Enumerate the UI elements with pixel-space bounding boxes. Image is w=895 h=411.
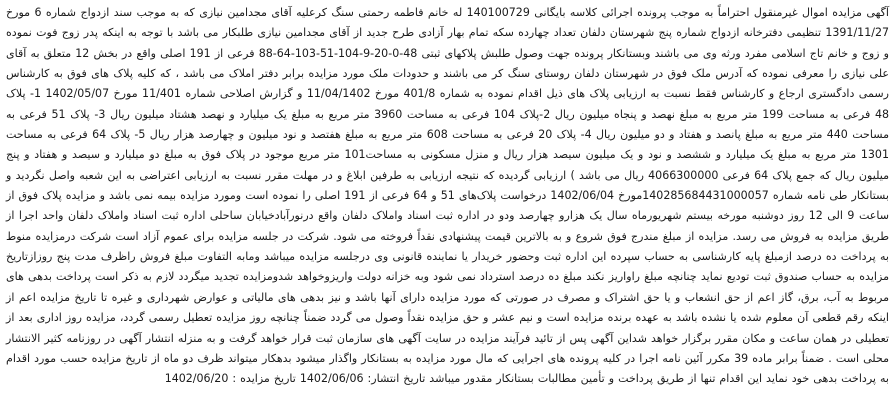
notice-body: آگهی مزایده اموال غیرمنقول احتراماً به موجب پرونده اجرائی کلاسه بایگانی 140100729 له خانم فاطمه رحمتی سنگ کرعلیه آقای مجدامین نیازی که به موجب سند ازدواج شماره 6 مورخ 1391/11/27 تنظیمی دفترخانه ازدواج شماره پنج شهرستان دلفان تعداد چهارده سکه تمام بهار آزادی طرح جدید از آقای مجدامین نیازی طلبکار می باشد با توجه به اینکه پدر زوج فوت نموده و زوج و خانم تاج اسلامی مفرد ورثه وی می باشند وبستانکار پرونده جهت وصول طلبش پلاکهای ثبتی 48-0-20-9-104-51-103-64-88 فرعی از 191 اصلی واقع در بخش 12 متعلق به آقای علی نیازی را معرفی نموده که آدرس ملک فوق در شهرستان دلفان روستای سنگ کر می باشند و حدودات ملک مورد مزایده برابر دفتر املاک می باشد ، که کلیه پلاک های فوق به کارشناس رسمی دادگستری ارجاع و کارشناس فقط نسبت به ارزیابی پلاک های ذیل اقدام نموده به شماره 401/8 مورخ 11/04/1402 و گزارش اصلاحی شماره 11/401 مورخ 1402/05/07 1- پلاک 48 فرعی به مساحت 199 متر مربع به مبلغ نهصد و پنجاه میلیون ریال 2-پلاک 104 فرعی به مساحت 3960 متر مربع به مبلغ یک میلیارد و نهصد هشتاد میلیون ریال 3- پلاک 51 فرعی به مساحت 440 متر مربع به مبلغ پانصد و هفتاد و دو میلیون ریال 4- پلاک 20 فرعی به مساحت 608 متر مربع به مبلغ هفتصد و نود میلیون و چهارصد هزار ریال 5- پلاک 64 فرعی به مساحت 1301 متر مربع به مبلغ یک میلیارد و ششصد و نود و یک میلیون سیصد هزار ریال و منزل مسکونی به مساحت101 متر مربع موجود در پلاک فوق به مبلغ دو میلیارد و سیصد و هفتاد و پنج میلیون ریال که جمع پلاک 64 فرعی 4066300000 ریال می باشد ) ارزیابی گردیده که نتیجه ارزیابی به طرفین ابلاغ و در مهلت مقرر نسبت به ارزیابی اعتراضی به این شعبه واصل نگردید و بستانکار طی نامه شماره 140285684431000057مورخ 1402/06/04 درخواست پلاک‌های 51 و 64 فرعی از 191 اصلی را نموده است ومورد مزایده بیمه نمی باشد و مزایده پلاک فوق از ساعت 9 الی 12 روز دوشنبه مورخه بیستم شهریورماه سال یک هزارو چهارصد ودو در اداره ثبت اسناد واملاک دلفان واقع درنورآبادخیابان ساحلی اداره ثبت اسناد واملاک دلفان واحد اجرا از طریق مزایده به فروش می رسد. مزایده از مبلغ مندرج فوق شروع و به بالاترین قیمت پیشنهادی نقداً فروخته می شود. شرکت در جلسه مزایده برای عموم آزاد است شرکت درمزایده منوط به پرداخت ده درصد ازمبلغ پایه کارشناسی به حساب سپرده این اداره ثبت وحضور خریدار یا نماینده قانونی وی درجلسه مزایده میباشد ومابه التفاوت مبلغ فروش راظرف مدت پنج روزازتاریخ مزایده به حساب صندوق ثبت تودیع نماید چنانچه مبلغ راواریز نکند مبلغ ده درصد استرداد نمی شود وبه خزانه دولت واریزوخواهد شدومزایده تجدید میگردد لازم به ذکر است پرداخت بدهی های مربوط به آب، برق، گاز اعم از حق انشعاب و یا حق اشتراک و مصرف در صورتی که مورد مزایده دارای آنها باشد و نیز بدهی های مالیاتی و عوارض شهرداری و غیره تا تاریخ مزایده اعم از اینکه رقم قطعی آن معلوم شده یا نشده باشد به عهده برنده مزایده است و نیم عشر و حق مزایده نقداً وصول می گردد ضمناً چنانچه روز مزایده تعطیل رسمی گردد، مزایده روز اداری بعد از تعطیلی در همان ساعت و مکان مقرر برگزار خواهد شداین آگهی پس از تائید فرآیند مزایده در سایت آگهی های سازمان ثبت قرار خواهد گرفت و به منزله انتشار آگهی در روزنامه کثیر الانتشار محلی است . ضمناً برابر ماده 39 مکرر آئین نامه اجرا در کلیه پرونده های اجرایی که مال مورد مزایده به بستانکار واگذار میشود بدهکار میتواند ظرف دو ماه از تاریخ مزایده حسب مورد اقدام به پرداخت بدهی خود نماید این اقدام تنها از طریق پرداخت و تأمین مطالبات بستانکار مقدور میباشد تاریخ انتشار: 1402/06/06 تاریخ مزایده : 1402/06/20: [6, 6, 890, 386]
